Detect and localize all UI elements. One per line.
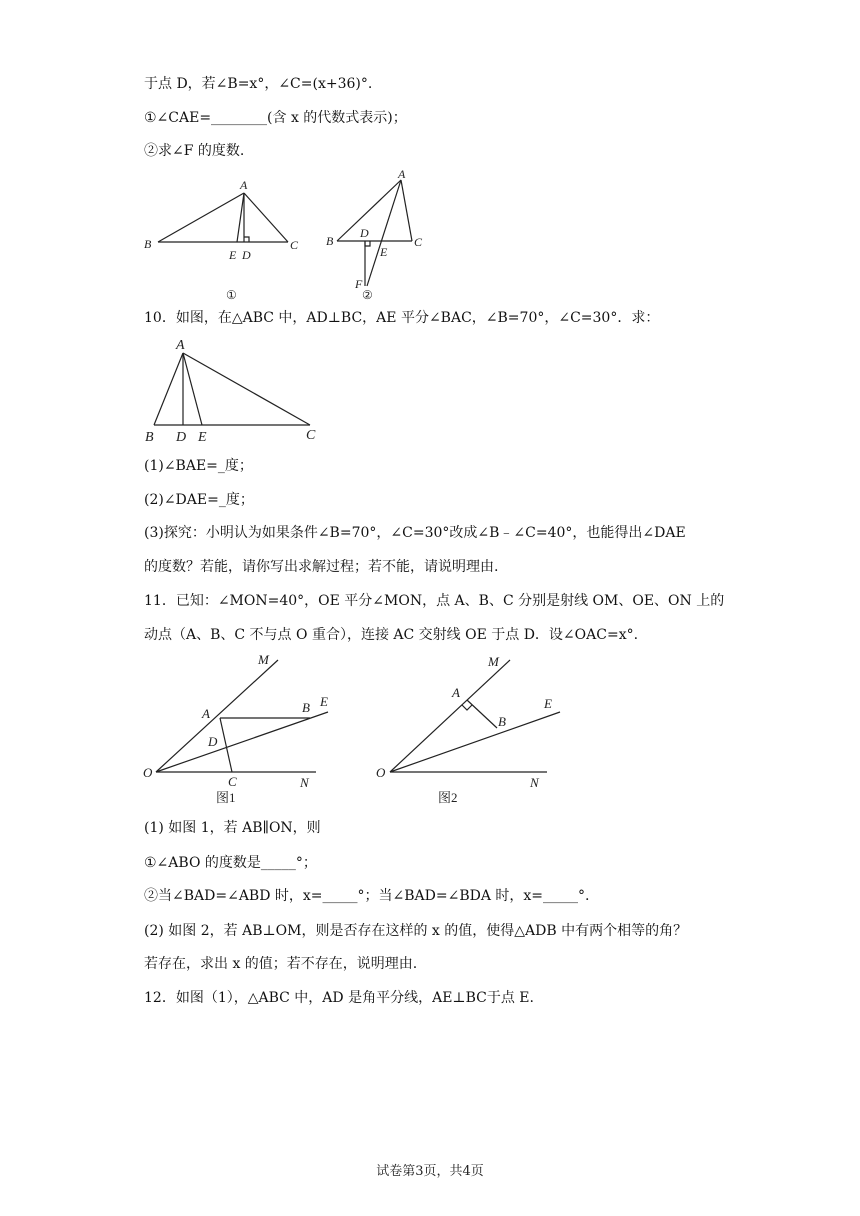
q9-figure-2 bbox=[322, 165, 432, 305]
q11-part-2a: (2) 如图 2，若 AB⊥OM，则是否存在这样的 x 的值，使得△ADB 中有两个相等的角？ bbox=[144, 923, 688, 939]
q11f2-caption: 图2 bbox=[438, 790, 458, 805]
q11-stem-a: 11．已知：∠MON=40°，OE 平分∠MON，点 A、B、C 分别是射线 OM、OE、ON 上的 bbox=[144, 593, 725, 609]
q10-label-d: D bbox=[176, 430, 187, 445]
q11-part-2b: 若存在，求出 x 的值；若不存在，说明理由. bbox=[144, 956, 418, 972]
q9-figure-1 bbox=[140, 175, 310, 305]
q9f2-label-b: B bbox=[326, 234, 334, 248]
q9-line-2: ①∠CAE=________(含 x 的代数式表示)； bbox=[144, 110, 407, 126]
q10-part-3a: (3)探究：小明认为如果条件∠B=70°，∠C=30°改成∠B﹣∠C=40°，也能得出∠DAE bbox=[144, 525, 686, 541]
q9-line-1: 于点 D，若∠B=x°，∠C=(x+36)°. bbox=[144, 76, 373, 92]
q10-label-c: C bbox=[306, 428, 316, 443]
q11f1-label-o: O bbox=[143, 765, 153, 780]
q11f2-label-m: M bbox=[488, 654, 499, 669]
q9f2-label-c: C bbox=[414, 235, 423, 249]
q10-part-2: (2)∠DAE=_度； bbox=[144, 492, 254, 508]
q10-part-3b: 的度数？若能，请你写出求解过程；若不能，请说明理由. bbox=[144, 559, 499, 575]
q9f2-label-f: F bbox=[355, 277, 363, 291]
q9f1-label-d: D bbox=[242, 248, 251, 262]
q11f1-caption: 图1 bbox=[216, 790, 236, 805]
q9f1-caption: ① bbox=[226, 288, 237, 302]
q10-label-b: B bbox=[145, 430, 154, 445]
q11-part-1: (1) 如图 1，若 AB∥ON，则 bbox=[144, 820, 321, 836]
q9f1-label-c: C bbox=[290, 238, 299, 252]
q10-label-a: A bbox=[176, 338, 185, 353]
q10-stem: 10．如图，在△ABC 中，AD⊥BC，AE 平分∠BAC，∠B=70°，∠C=30°．求： bbox=[144, 310, 660, 326]
q9f1-label-a: A bbox=[240, 178, 248, 192]
q11-part-1b: ②当∠BAD=∠ABD 时，x=_____°；当∠BAD=∠BDA 时，x=_____°. bbox=[144, 888, 590, 904]
q11f1-label-d: D bbox=[208, 734, 218, 749]
q10-part-1: (1)∠BAE=_度； bbox=[144, 458, 253, 474]
page-footer: 试卷第3页，共4页 bbox=[376, 1164, 484, 1179]
q9f2-label-d: D bbox=[360, 226, 369, 240]
q11f1-label-e: E bbox=[320, 694, 328, 709]
q9f2-label-a: A bbox=[398, 167, 406, 181]
q10-figure bbox=[140, 335, 340, 445]
q11-part-1a: ①∠ABO 的度数是_____°； bbox=[144, 855, 317, 871]
q11f2-label-b: B bbox=[498, 714, 506, 729]
q9f2-label-e: E bbox=[380, 245, 388, 259]
q9f2-caption: ② bbox=[362, 288, 373, 302]
q11f1-label-c: C bbox=[228, 774, 237, 789]
q11f2-label-n: N bbox=[530, 775, 539, 790]
q11f1-label-b: B bbox=[302, 700, 310, 715]
q9-line-3: ②求∠F 的度数. bbox=[144, 143, 245, 159]
q11f1-label-a: A bbox=[202, 706, 210, 721]
q9f1-label-e: E bbox=[229, 248, 237, 262]
q11f2-label-o: O bbox=[376, 765, 386, 780]
q12-stem: 12．如图（1），△ABC 中，AD 是角平分线，AE⊥BC于点 E. bbox=[144, 990, 534, 1006]
q11-figure-2 bbox=[372, 650, 572, 810]
q11f2-label-a: A bbox=[452, 685, 460, 700]
q11-stem-b: 动点（A、B、C 不与点 O 重合），连接 AC 交射线 OE 于点 D．设∠OAC=x°. bbox=[144, 627, 639, 643]
q11f2-label-e: E bbox=[544, 696, 552, 711]
q11-figure-1 bbox=[140, 650, 350, 810]
q9f1-label-b: B bbox=[144, 237, 152, 251]
q11f1-label-m: M bbox=[258, 652, 269, 667]
q10-label-e: E bbox=[198, 430, 207, 445]
q11f1-label-n: N bbox=[300, 775, 309, 790]
